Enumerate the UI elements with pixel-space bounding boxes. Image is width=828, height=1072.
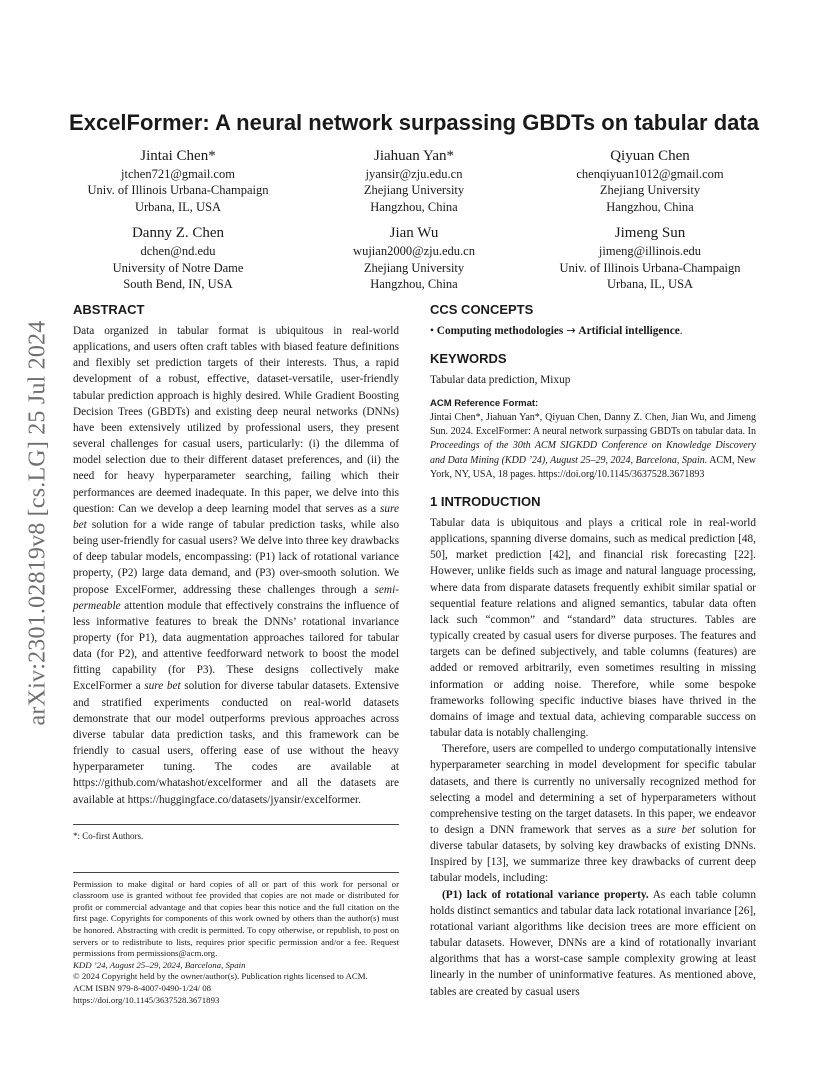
author-block [60, 146, 768, 300]
abstract-text: Data organized in tabular format is ubiquitous in real-world applications, and users often craft tables with biased feature definitions and flexibly set prediction targets of their interests. Thus, a rapid development of a robust, effective, dataset-versatile, user-friendly tabular prediction approach is highly desired. While Gradient Boosting Decision Trees (GBDTs) and existing deep neural networks (DNNs) have been extensively utilized by professional users, they present several challenges for casual users, particularly: (i) the dilemma of model selection due to their different dataset preferences, and (ii) the need for heavy hyperparameter searching, failing which their performances are deemed inadequate. In this paper, we delve into this question: Can we develop a deep learning model that serves as a sure bet solution for a wide range of tabular prediction tasks, while also being user-friendly for casual users? We delve into three key drawbacks of deep tabular models, encompassing: (P1) lack of rotational variance property, (P2) large data demand, and (P3) over-smooth solution. We propose ExcelFormer, addressing these challenges through a semi-permeable attention module that effectively constrains the influence of less informative features to break the DNNs’ rotational invariance property (for P1), data augmentation approaches tailored for tabular data (for P2), and attentive feedforward network to boost the model fitting capability (for P3). These designs collectively make ExcelFormer a sure bet solution for diverse tabular datasets. Extensive and stratified experiments conducted on real-world datasets demonstrate that our model outperforms previous approaches across diverse tabular data prediction tasks, and this framework can be friendly to casual users, offering ease of use without the heavy hyperparameter tuning. The codes are available at https://github.com/whatashot/excelformer and all the datasets are available at https://huggingface.co/datasets/jyansir/excelformer. [73, 325, 399, 806]
author-affiliation: Zhejiang University [599, 183, 701, 198]
intro-paragraph: Therefore, users are compelled to undergo computationally intensive hyperparameter searching in model development for specific tabular datasets, and there is currently no universally recognized method for selecting a model and determining a set of hyperparameters without comprehensive testing on the target datasets. In this paper, we endeavor to design a DNN framework that serves as a sure bet solution for diverse tabular datasets, by solving key drawbacks of existing DNNs. Inspired by [13], we summarize three key drawbacks of current deep tabular models, including: [430, 743, 756, 885]
author-affiliation: Zhejiang University [363, 260, 465, 275]
reference-format-heading: ACM Reference Format: [430, 398, 539, 409]
arrow-icon: → [566, 324, 576, 337]
arxiv-id: arXiv:2301.02819v8 [cs.LG] 25 Jul 2024 [24, 320, 51, 726]
author-name: Jian Wu [389, 225, 439, 242]
author-affiliation: University of Notre Dame [112, 260, 244, 275]
abstract-heading: ABSTRACT [73, 302, 145, 317]
permission-text: Permission to make digital or hard copies of all or part of this work for personal or classroom use is granted without fee provided that copies are not made or distributed for profit or commercial advantage and that copies bear this notice and the full citation on the first page. Copyrights for components of this work owned by others than the author(s) must be honored. Abstracting with credit is permitted. To copy otherwise, or republish, to post on servers or to redistribute to lists, requires prior specific permission and/or a fee. Request permissions from permissions@acm.org. [73, 878, 399, 959]
author-email: wujian2000@zju.edu.cn [353, 244, 475, 259]
ccs-heading: CCS CONCEPTS [430, 302, 534, 317]
permission-block [73, 872, 399, 1007]
author-row [60, 223, 768, 292]
author-email: jimeng@illinois.edu [598, 244, 702, 259]
author-name: Jimeng Sun [614, 225, 686, 242]
author-location: Hangzhou, China [370, 277, 458, 292]
author-card [296, 146, 532, 215]
isbn: ACM ISBN 979-8-4007-0490-1/24/ 08 [73, 983, 212, 994]
author-card [296, 223, 532, 292]
author-location: Urbana, IL, USA [606, 277, 694, 292]
author-location: Hangzhou, China [606, 199, 694, 214]
author-email: chenqiyuan1012@gmail.com [576, 167, 724, 181]
keywords-heading: KEYWORDS [430, 351, 507, 366]
author-email: jtchen721@gmail.com [121, 167, 235, 181]
intro-paragraph: Tabular data is ubiquitous and plays a critical role in real-world applications, spanning diverse domains, such as medical prediction [48, 50], market prediction [42], and financial risk forecasting [22]. However, unlike fields such as image and natural language processing, where data from disparate datasets frequently exhibit similar spatial or sequential feature relations and aligned semantics, tabular data often lack such “common” and “standard” data structures. Tables are typically created by casual users for diverse purposes. The features and targets can be defined subjectively, and table columns (features) are added or removed arbitrarily, even sometimes resulting in missing information or adding noise. Therefore, while some bespoke frameworks following specific inductive biases have thrived in the domains of image and textual data, achieving comparable success on tabular data is notably challenging. [430, 517, 756, 740]
footnote-divider [73, 824, 399, 825]
ccs-concept: Computing methodologies [436, 325, 564, 337]
author-location: Hangzhou, China [370, 199, 458, 214]
paper-title: ExcelFormer: A neural network surpassing GBDTs on tabular data [69, 110, 759, 135]
author-affiliation: Zhejiang University [363, 183, 465, 198]
ccs-concepts: • Computing methodologies → Artificial intelligence. [430, 324, 683, 337]
ccs-subconcept: Artificial intelligence [578, 325, 680, 337]
author-card [532, 146, 768, 215]
doi-link[interactable]: https://doi.org/10.1145/3637528.3671893 [73, 994, 220, 1005]
author-affiliation: Univ. of Illinois Urbana-Champaign [87, 183, 269, 198]
author-location: South Bend, IN, USA [123, 277, 233, 292]
introduction-heading: 1 INTRODUCTION [430, 494, 541, 510]
left-column [73, 302, 399, 1006]
author-row [60, 146, 768, 215]
author-name: Jintai Chen* [140, 148, 216, 164]
introduction-text [430, 515, 756, 1000]
right-column [430, 302, 756, 1000]
author-name: Jiahuan Yan* [373, 148, 454, 164]
author-email: jyansir@zju.edu.cn [365, 167, 463, 181]
copyright: © 2024 Copyright held by the owner/author(s). Publication rights licensed to ACM. [73, 971, 368, 982]
arxiv-watermark [18, 288, 58, 758]
keywords-text: Tabular data prediction, Mixup [430, 374, 571, 386]
reference-format-text: Jintai Chen*, Jiahuan Yan*, Qiyuan Chen, Danny Z. Chen, Jian Wu, and Jimeng Sun. 2024. ExcelFormer: A neural network surpassing GBDTs on tabular data. In Proceedings of the 30th ACM SIGKDD Conference on Knowledge Discovery and Data Mining (KDD ’24), August 25–29, 2024, Barcelona, Spain. ACM, New York, NY, USA, 18 pages. https://doi.org/10.1145/3637528.3671893 [430, 412, 756, 480]
author-card [60, 223, 296, 292]
author-location: Urbana, IL, USA [134, 199, 222, 214]
author-card [60, 146, 296, 215]
author-name: Qiyuan Chen [610, 148, 690, 164]
footnote: *: Co-first Authors. [73, 830, 144, 841]
author-card [532, 223, 768, 292]
author-email: dchen@nd.edu [140, 244, 216, 259]
author-name: Danny Z. Chen [131, 225, 225, 242]
intro-paragraph: (P1) lack of rotational variance property. As each table column holds distinct semantics and tabular data lack rotational invariance [26], rotational variant algorithms like decision trees are more efficient on tabular datasets. However, DNNs are a kind of rotationally invariant algorithms that has a worst-case sample complexity growing at least linearly in the number of uninformative features. As mentioned above, tables are created by casual users [430, 888, 756, 998]
author-affiliation: Univ. of Illinois Urbana-Champaign [559, 260, 741, 275]
venue: KDD ’24, August 25–29, 2024, Barcelona, Spain [73, 959, 246, 970]
